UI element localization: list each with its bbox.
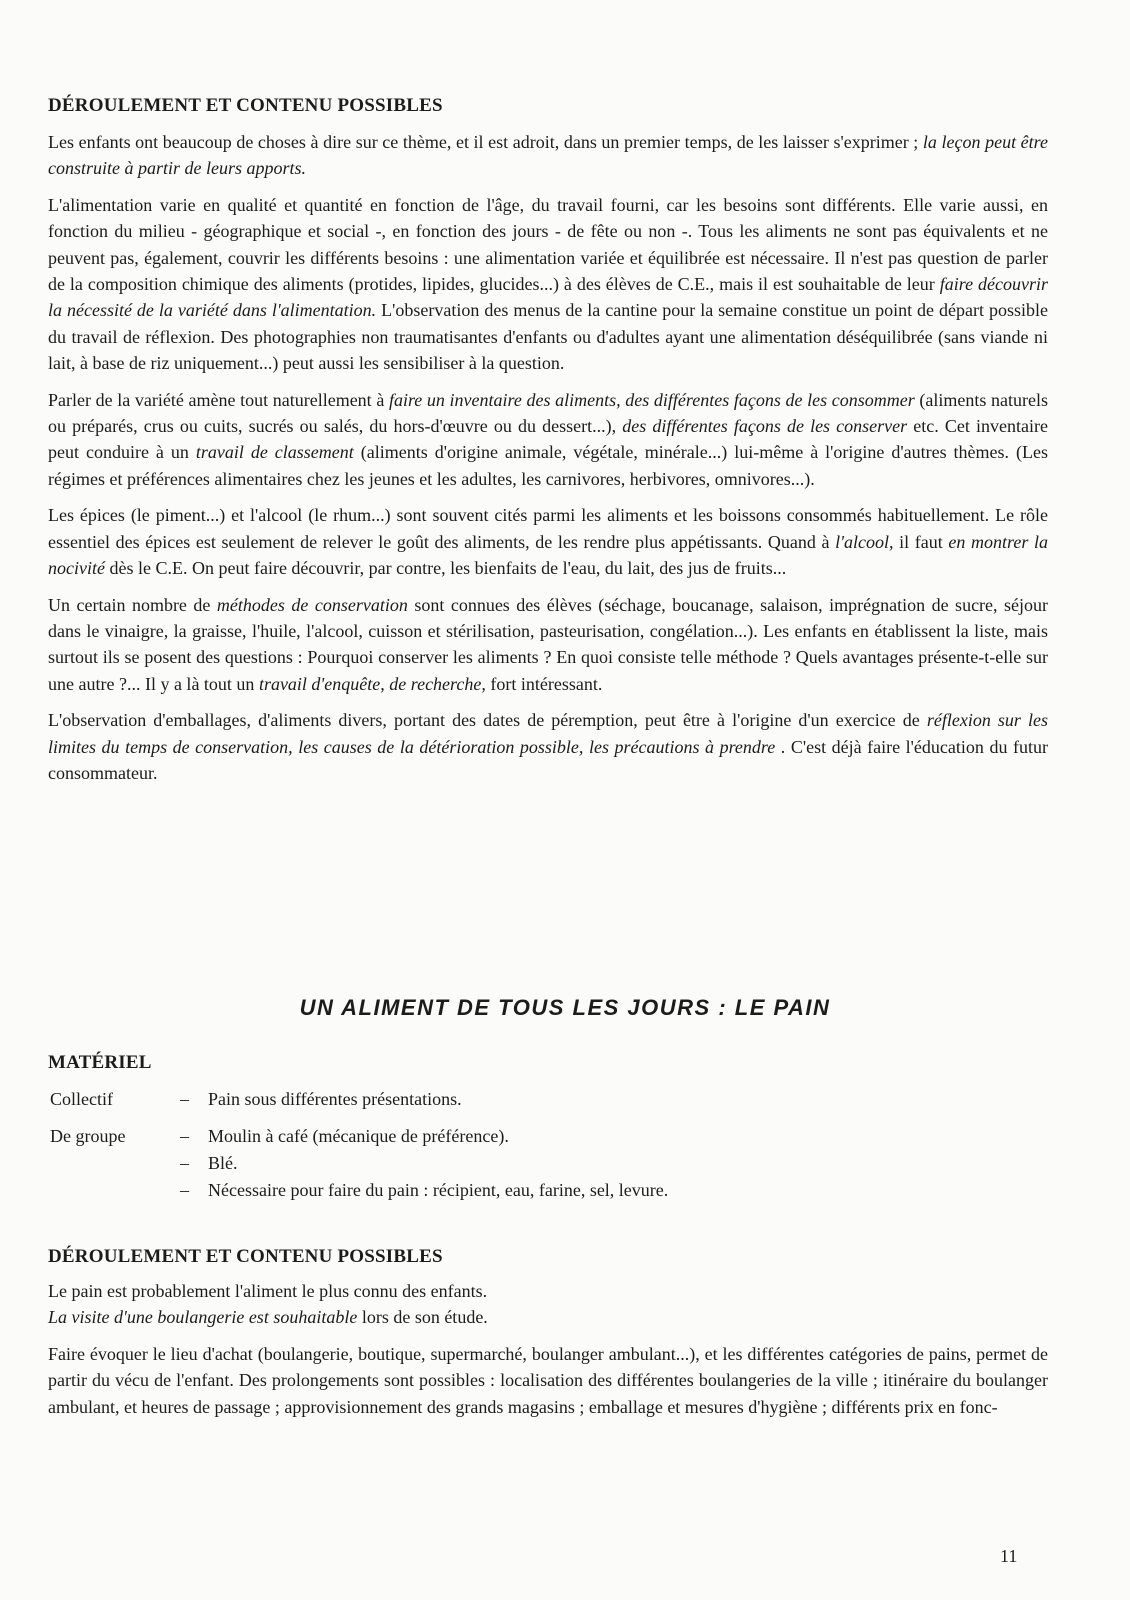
materiel-label: De groupe xyxy=(50,1126,126,1146)
materiel-label: Collectif xyxy=(50,1089,113,1109)
section-1-body xyxy=(48,129,1048,786)
text-run: Parler de la variété amène tout naturellement à xyxy=(48,389,389,410)
section-2 xyxy=(48,1244,1048,1420)
text-run: L'observation des menus de la cantine pour la semaine constitue un point de départ possible du travail de réflexion. Des photographies non traumatisantes d'enfants ou d'adultes ayant une alimentation déséquilibrée (sans viande ni lait, à base de riz uniquement...) peut aussi les sensibiliser à la question. xyxy=(48,300,1048,374)
materiel-item: Blé. xyxy=(208,1153,238,1173)
dash-bullet: – xyxy=(180,1180,189,1200)
page-number: 11 xyxy=(1000,1546,1018,1566)
text-run: Les épices (le piment...) et l'alcool (le rhum...) sont souvent cités parmi les aliments et les boissons consommés habituellement. Le rôle essentiel des épices est seulement de relever le goût des aliments, de les rendre plus appétissants. Quand à xyxy=(48,505,1048,552)
emphasis-text: méthodes de conservation xyxy=(216,594,408,615)
paragraph xyxy=(48,387,1048,493)
paragraph xyxy=(48,1278,1048,1304)
emphasis-text: faire un inventaire des aliments, des différentes façons de les consommer xyxy=(388,389,915,410)
materiel-item: Nécessaire pour faire du pain : récipient, eau, farine, sel, levure. xyxy=(208,1180,669,1200)
emphasis-text: réflexion sur les limites du temps de conservation, les causes de la détérioration possible, les précautions à prendre xyxy=(48,710,1048,757)
paragraph xyxy=(48,192,1048,377)
emphasis-text: l'alcool, xyxy=(835,531,894,552)
section-2-body xyxy=(48,1278,1048,1420)
emphasis-text: travail de classement xyxy=(195,442,354,463)
dash-bullet: – xyxy=(180,1089,189,1109)
text-run: . C'est déjà faire l'éducation du futur consommateur. xyxy=(48,736,1048,783)
text-run: etc. Cet inventaire peut conduire à un xyxy=(48,416,1048,463)
text-run: L'alimentation varie en qualité et quantité en fonction de l'âge, du travail fourni, car les besoins sont différents. Elle varie aussi, en fonction du milieu - géographique et social -, en fonction des jours - de fête ou non -. Tous les aliments ne sont pas équivalents et ne peuvent pas, également, couvrir les différents besoins : une alimentation variée et équilibrée est nécessaire. Il n'est pas question de parler de la composition chimique des aliments (protides, lipides, glucides...) à des élèves de C.E., mais il est souhaitable de leur xyxy=(48,194,1048,295)
paragraph xyxy=(48,1304,1048,1330)
emphasis-text: travail d'enquête, de recherche, xyxy=(258,673,486,694)
text-run: (aliments d'origine animale, végétale, minérale...) lui-même à l'origine d'autres thèmes. (Les régimes et préférences alimentaires chez les jeunes et les adultes, les carnivores, herbivores, omnivores...). xyxy=(48,442,1049,489)
section-1 xyxy=(48,93,1048,786)
dash-bullet: – xyxy=(180,1153,189,1173)
text-run: fort intéressant. xyxy=(485,673,603,694)
text-run: dès le C.E. On peut faire découvrir, par contre, les bienfaits de l'eau, du lait, des jus de fruits... xyxy=(104,558,787,579)
materiel-item: Moulin à café (mécanique de préférence). xyxy=(208,1126,509,1146)
text-run: Un certain nombre de xyxy=(48,594,217,615)
paragraph xyxy=(48,129,1048,182)
emphasis-text: faire découvrir la nécessité de la variété dans l'alimentation. xyxy=(48,274,1048,321)
paragraph xyxy=(48,502,1048,581)
emphasis-text: la leçon peut être construite à partir de leurs apports. xyxy=(48,132,1048,179)
dash-bullet: – xyxy=(180,1126,189,1146)
chapter-title: UN ALIMENT DE TOUS LES JOURS : LE PAIN xyxy=(299,995,831,1020)
text-run: il faut xyxy=(893,531,949,552)
text-run: (aliments naturels ou préparés, crus ou cuits, sucrés ou salés, du hors-d'œuvre ou du dessert...), xyxy=(48,389,1048,437)
materiel-item: Pain sous différentes présentations. xyxy=(208,1089,462,1109)
text-run: sont connues des élèves (séchage, boucanage, salaison, imprégnation de sucre, séjour dans le vinaigre, la graisse, l'huile, l'alcool, cuisson et stérilisation, pasteurisation, congélation...). Les enfants en établissent la liste, mais surtout ils se posent des questions : Pourquoi conserver les aliments ? En quoi consiste telle méthode ? Quels avantages présente-t-elle sur une autre ?... Il y a là tout un xyxy=(48,594,1049,694)
paragraph xyxy=(48,592,1048,698)
materiel-section xyxy=(48,1050,1048,1076)
materiel-heading: MATÉRIEL xyxy=(48,1052,152,1073)
paragraph xyxy=(48,707,1048,786)
emphasis-text: La visite d'une boulangerie est souhaitable xyxy=(48,1307,358,1328)
paragraph xyxy=(48,1341,1048,1420)
emphasis-text: en montrer la nocivité xyxy=(48,531,1048,579)
text-run: Le pain est probablement l'aliment le plus connu des enfants. xyxy=(48,1281,488,1301)
emphasis-text: des différentes façons de les conserver xyxy=(622,416,908,437)
text-run: Faire évoquer le lieu d'achat (boulangerie, boutique, supermarché, boulanger ambulant...), et les différentes catégories de pains, permet de partir du vécu de l'enfant. Des prolongements sont possibles : localisation des différentes boulangeries de la ville ; itinéraire du boulanger ambulant, et heures de passage ; approvisionnement des grands magasins ; emballage et mesures d'hygiène ; différents prix en fonc- xyxy=(48,1343,1048,1417)
section-heading: DÉROULEMENT ET CONTENU POSSIBLES xyxy=(48,95,443,116)
text-run: lors de son étude. xyxy=(357,1307,488,1328)
section-heading: DÉROULEMENT ET CONTENU POSSIBLES xyxy=(48,1246,443,1267)
text-run: L'observation d'emballages, d'aliments divers, portant des dates de péremption, peut être à l'origine d'un exercice de xyxy=(48,710,927,731)
text-run: Les enfants ont beaucoup de choses à dire sur ce thème, et il est adroit, dans un premier temps, de les laisser s'exprimer ; xyxy=(48,132,923,152)
